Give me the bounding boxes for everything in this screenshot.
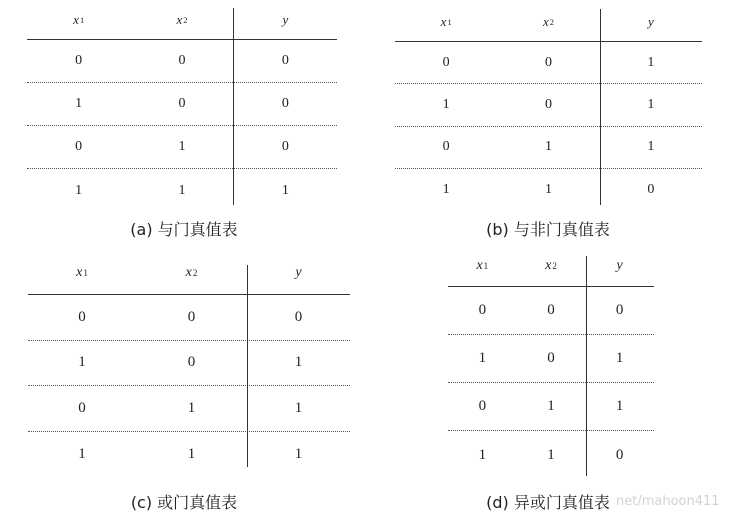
table-cell: 1 — [281, 182, 289, 198]
header-cell-y — [585, 245, 654, 286]
xor-table-caption: (d) 异或门真值表 — [486, 493, 610, 512]
table-row — [395, 169, 702, 211]
table-cell: 0 — [187, 354, 196, 371]
header-var: y — [282, 11, 289, 27]
header-var: x — [185, 264, 192, 280]
table-header — [28, 251, 350, 295]
table-cell: 1 — [478, 350, 487, 366]
table-cell: 0 — [78, 399, 86, 416]
table-cell: 1 — [75, 182, 83, 198]
header-cell-x1 — [27, 0, 130, 39]
table-row — [27, 169, 337, 212]
header-var: x — [440, 13, 447, 29]
table-row — [395, 84, 702, 126]
header-var: x — [542, 13, 549, 29]
header-subscript: 1 — [83, 267, 88, 278]
header-subscript: 1 — [447, 16, 452, 27]
header-subscript: 1 — [483, 260, 489, 271]
header-subscript: 2 — [192, 267, 198, 278]
table-row — [28, 295, 350, 341]
table-cell: 0 — [478, 398, 487, 414]
header-var: x — [545, 257, 552, 273]
table-cell: 0 — [442, 139, 450, 155]
table-cell: 1 — [442, 182, 450, 198]
table-row — [27, 40, 337, 83]
header-subscript: 2 — [183, 14, 188, 25]
header-cell-y — [234, 0, 337, 39]
table-cell: 1 — [78, 354, 86, 371]
table-cell: 0 — [178, 96, 186, 111]
and-table-caption: (a) 与门真值表 — [130, 220, 238, 239]
table-cell: 0 — [544, 54, 552, 70]
header-var: y — [616, 257, 623, 273]
header-var: x — [476, 257, 483, 273]
header-var: x — [76, 264, 83, 280]
table-cell: 1 — [647, 54, 655, 70]
table-cell: 0 — [647, 182, 655, 198]
table-cell: 0 — [281, 139, 289, 154]
table-cell: 0 — [178, 53, 186, 68]
table-cell: 1 — [178, 139, 186, 154]
header-var: y — [295, 264, 302, 280]
table-cell: 1 — [478, 446, 487, 463]
table-row — [448, 383, 654, 431]
table-row — [395, 127, 702, 169]
table-cell: 1 — [544, 139, 552, 155]
table-cell: 1 — [294, 354, 303, 371]
table-row — [28, 432, 350, 478]
table-row — [448, 431, 654, 479]
column-divider — [586, 256, 587, 476]
header-cell-x1 — [395, 2, 497, 41]
table-header — [27, 0, 337, 40]
table-cell: 1 — [294, 399, 303, 416]
table-cell: 0 — [75, 139, 83, 154]
or-table-caption: (c) 或门真值表 — [130, 493, 238, 512]
table-cell: 0 — [281, 53, 289, 68]
table-header — [395, 2, 702, 42]
table-row — [28, 341, 350, 387]
and-gate-truth-table — [27, 0, 337, 212]
table-row — [448, 335, 654, 383]
header-cell-x2 — [517, 245, 586, 286]
header-subscript: 2 — [549, 16, 554, 27]
header-var: x — [176, 11, 183, 27]
table-cell: 0 — [615, 302, 624, 318]
column-divider — [247, 265, 248, 467]
table-cell: 1 — [442, 97, 450, 113]
table-cell: 0 — [281, 96, 289, 111]
header-cell-y — [247, 251, 350, 294]
table-row — [28, 386, 350, 432]
table-cell: 0 — [78, 308, 86, 325]
header-cell-x2 — [136, 251, 247, 294]
table-cell: 0 — [547, 302, 555, 318]
table-cell: 1 — [647, 97, 655, 113]
header-cell-x1 — [448, 245, 517, 286]
table-cell: 1 — [544, 182, 552, 198]
table-cell: 0 — [442, 54, 450, 70]
table-cell: 0 — [544, 97, 552, 113]
table-row — [395, 42, 702, 84]
table-cell: 0 — [478, 302, 487, 318]
table-cell: 1 — [78, 445, 86, 462]
table-cell: 1 — [647, 139, 655, 155]
header-var: y — [647, 13, 654, 29]
table-cell: 1 — [294, 445, 303, 462]
table-row — [27, 83, 337, 126]
header-subscript: 2 — [552, 260, 557, 271]
table-cell: 1 — [615, 350, 624, 366]
table-cell: 1 — [187, 445, 196, 462]
table-cell: 1 — [547, 398, 555, 414]
table-cell: 0 — [615, 446, 624, 463]
or-gate-truth-table — [28, 251, 350, 477]
table-cell: 0 — [547, 350, 555, 366]
nand-gate-truth-table — [395, 2, 702, 212]
watermark-text: net/mahoon411 — [616, 494, 720, 509]
nand-table-caption: (b) 与非门真值表 — [486, 220, 610, 239]
header-subscript: 1 — [79, 14, 85, 25]
table-header — [448, 245, 654, 287]
table-cell: 0 — [187, 308, 196, 325]
header-var: x — [73, 11, 79, 27]
xor-gate-truth-table — [448, 245, 654, 479]
table-cell: 1 — [547, 446, 555, 463]
table-cell: 1 — [187, 399, 196, 416]
column-divider — [233, 8, 234, 205]
table-cell: 1 — [75, 96, 83, 111]
header-cell-x1 — [28, 251, 136, 294]
table-cell: 0 — [75, 53, 83, 68]
table-row — [448, 287, 654, 335]
table-cell: 1 — [178, 182, 186, 198]
table-row — [27, 126, 337, 169]
table-cell: 0 — [294, 308, 303, 325]
table-cell: 1 — [615, 398, 624, 414]
header-cell-x2 — [130, 0, 233, 39]
column-divider — [600, 9, 601, 205]
header-cell-y — [600, 2, 702, 41]
header-cell-x2 — [497, 2, 599, 41]
